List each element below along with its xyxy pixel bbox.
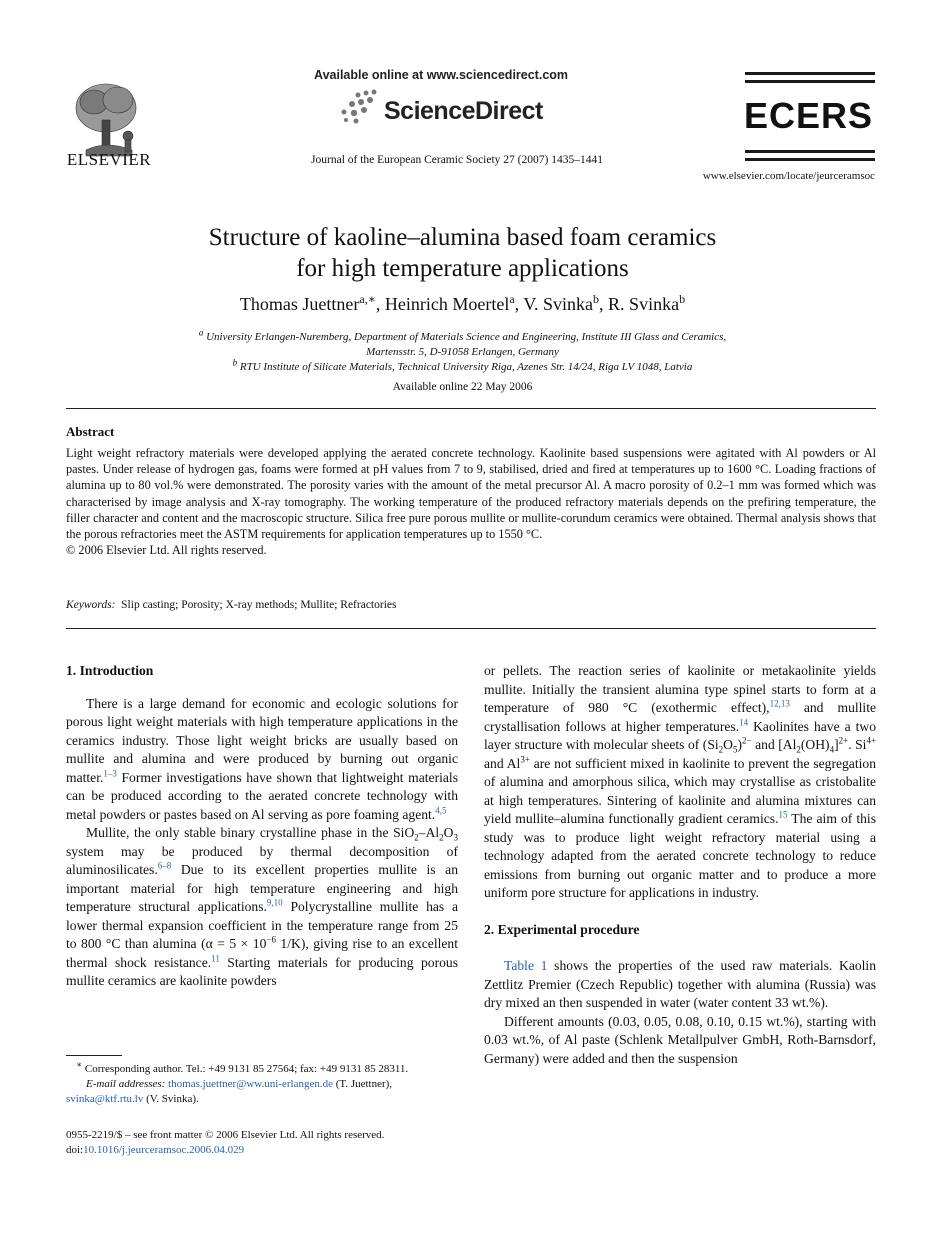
title-line-1: Structure of kaoline–alumina based foam ceramics [208, 224, 717, 251]
paragraph: or pellets. The reaction series of kaolinite or metakaolinite yields mullite. Initially the transient alumina type spinel starts to form at a temperature of 980 °C (exothermic effect),$^{12,13}$ and mullite crystallisation follows at higher temperatures.$^{14}$ Kaolinites have a two layer structure with molecular sheets of $(Si_2O_5)^{2-}$ and $[Al_2(OH)_4]^{2+}$. $Si^{4+}$ and $Al^{3+}$ are not sufficient mixed in kaolinite to prevent the segregation of alumina and amorphous silica, which may crystallise as cristobalite at high temperatures. Sintering of kaolinite and alumina mixtures can yield mullite–alumina functionally gradient ceramics.$^{15}$ The aim of this study was to produce light weight refractory material using a technology adapted from the aerated concrete technology to reduce emissions from burning out organic matter and to produce a more uniform pore structure for applications in industry. [484, 663, 877, 900]
author-separator: , [375, 294, 385, 314]
ecers-rule-bottom [745, 150, 875, 153]
citation-link[interactable]: 14 [739, 716, 749, 727]
affiliation-a-mark: a [198, 327, 204, 338]
section-2-heading: 2. Experimental procedure [484, 921, 640, 937]
email-owner: (T. Juettner), [333, 1078, 393, 1090]
author-affiliation-mark: a,∗ [359, 292, 376, 306]
citation-link[interactable]: 1–3 [103, 767, 117, 778]
footnote-mark: ∗ [76, 1059, 83, 1070]
journal-url[interactable]: www.elsevier.com/locate/jeurceramsoc [702, 170, 875, 182]
author-affiliation-mark: b [679, 292, 686, 306]
footnote [66, 1059, 466, 1107]
author-name: V. Svinka [523, 294, 594, 314]
ecers-rule-top [745, 72, 875, 75]
citation-link[interactable]: 11 [211, 952, 220, 963]
author-separator: , [599, 294, 609, 314]
email-owner: (V. Svinka). [143, 1093, 199, 1105]
right-column [484, 662, 876, 1068]
doi-label: doi: [66, 1144, 84, 1156]
section-1-heading: 1. Introduction [66, 663, 154, 678]
paragraph: Different amounts (0.03, 0.05, 0.08, 0.10, 0.15 wt.%), starting with 0.03 wt.%, of Al paste (Schlenk Metallpulver GmbH, Roth-Barnsdorf, Germany) were added and then the suspension [484, 1013, 876, 1066]
paragraph: Table 1 shows the properties of the used raw materials. Kaolin Zettlitz Premier (Czech Republic) together with alumina (Russia) was dry mixed an then suspended in water (water content 33 wt.%). [484, 958, 876, 1010]
footnote-rule [66, 1055, 122, 1056]
ecers-rule-bottom-2 [745, 158, 875, 161]
abstract-text: Light weight refractory materials were developed applying the aerated concrete technology. Kaolinite based suspensions were agitated with Al powders or Al pastes. Under release of hydrogen gas, foams were formed at pH values from 7 to 9, stabilised, dried and fired at temperatures up to 1600 °C. Loading fractions of alumina up to 80 vol.% were demonstrated. The porosity varies with the amount of the metal precursor Al. A macro porosity of 0.2–1 mm was formed which was characterised by image analysis and X-ray tomography. The working temperature of the produced refractory materials depends on the prefiring temperature, the filler character and content and the macroscopic structure. Silica free pure porous mullite or mullite-corundum ceramics were obtained. Thermal analysis shows that the porous refractories meet the ASTM requirements for application temperatures up to 1550 °C. [66, 446, 876, 542]
title-line-2: for high temperature applications [296, 255, 629, 282]
affiliation-a-line-2: Martensstr. 5, D-91058 Erlangen, Germany [366, 346, 559, 358]
affiliation-b-mark: b [232, 357, 238, 368]
available-online-date: Available online 22 May 2006 [392, 381, 533, 393]
author-name: Thomas Juettner [239, 294, 360, 314]
citation-link[interactable]: 9,10 [266, 897, 283, 908]
citation-link[interactable]: 12,13 [769, 698, 790, 709]
author-name: Heinrich Moertel [384, 294, 510, 314]
author-list [60, 294, 865, 315]
affiliation-a-line-1: University Erlangen-Nuremberg, Department of Materials Science and Engineering, Institute III Glass and Ceramics, [206, 331, 727, 343]
email-link[interactable]: svinka@ktf.rtu.lv [66, 1093, 144, 1105]
divider-top [66, 408, 876, 409]
keywords-label: Keywords: [66, 599, 116, 611]
front-matter [66, 1128, 466, 1158]
affiliation-a [100, 327, 825, 360]
publisher-name: ELSEVIER [66, 150, 152, 169]
sciencedirect-wordmark: ScienceDirect [384, 97, 543, 125]
journal-citation: Journal of the European Ceramic Society 27 (2007) 1435–1441 [311, 154, 603, 166]
divider-abstract [66, 628, 876, 629]
keywords-list: Slip casting; Porosity; X-ray methods; Mullite; Refractories [121, 599, 397, 611]
affiliation-b-text: RTU Institute of Silicate Materials, Technical University Riga, Azenes Str. 14/24, Riga LV 1048, Latvia [239, 361, 693, 373]
email-label: E-mail addresses: [86, 1078, 166, 1090]
paragraph: There is a large demand for economic and ecologic solutions for porous light weight materials with high temperature applications in the ceramics industry. Those light weight bricks are usually based on mullite and alumina and were produced by burning out organic matter.$^{1-3}$ Former investigations have shown that lightweight materials can be produced according to the aerated concrete technology with metal powders or pastes based on Al serving as pore foaming agent.$^{4,5}$ [66, 695, 458, 822]
abstract-body [66, 445, 876, 558]
ecers-rule-top-2 [745, 80, 875, 83]
table-1-link[interactable]: Table 1 [504, 958, 548, 973]
abstract-copyright: © 2006 Elsevier Ltd. All rights reserved. [66, 543, 267, 558]
author-name: R. Svinka [608, 294, 680, 314]
citation-link[interactable]: 4,5 [435, 804, 447, 815]
issn-line: 0955-2219/$ – see front matter © 2006 Elsevier Ltd. All rights reserved. [66, 1129, 385, 1141]
paragraph: Mullite, the only stable binary crystalline phase in the $SiO_2-Al_2O_3$ system may be produced by thermal decomposition of aluminosilicates.$^{6-8}$ Due to its excellent properties mullite is an important material for high temperature engineering and high temperature structural applications.$^{9,10}$ Polycrystalline mullite has a lower thermal expansion coefficient in the temperature range from 25 to 800 °C than alumina ($\alpha = 5 \times 10^{-6}$ 1/K), giving rise to an excellent thermal shock resistance.$^{11}$ Starting materials for producing porous mullite ceramics are kaolinite powders [66, 825, 459, 988]
author-separator: , [514, 294, 524, 314]
article-title [60, 222, 865, 284]
doi-link[interactable]: 10.1016/j.jeurceramsoc.2006.04.029 [83, 1144, 245, 1156]
email-link[interactable]: thomas.juettner@ww.uni-erlangen.de [168, 1078, 333, 1090]
affiliation-b [100, 357, 825, 375]
ecers-logo: ECERS [744, 95, 874, 136]
citation-link[interactable]: 6–8 [157, 860, 172, 871]
sciencedirect-dots-icon [334, 86, 380, 126]
citation-link[interactable]: 15 [778, 809, 788, 820]
abstract-heading: Abstract [66, 424, 115, 439]
available-online-notice[interactable]: Available online at www.sciencedirect.com [314, 68, 569, 82]
author-affiliation-mark: a [509, 292, 515, 306]
left-column [66, 662, 458, 991]
author-affiliation-mark: b [593, 292, 600, 306]
footnote-corresponding: Corresponding author. Tel.: +49 9131 85 27564; fax: +49 9131 85 28311. [82, 1063, 409, 1075]
keywords [66, 599, 396, 611]
